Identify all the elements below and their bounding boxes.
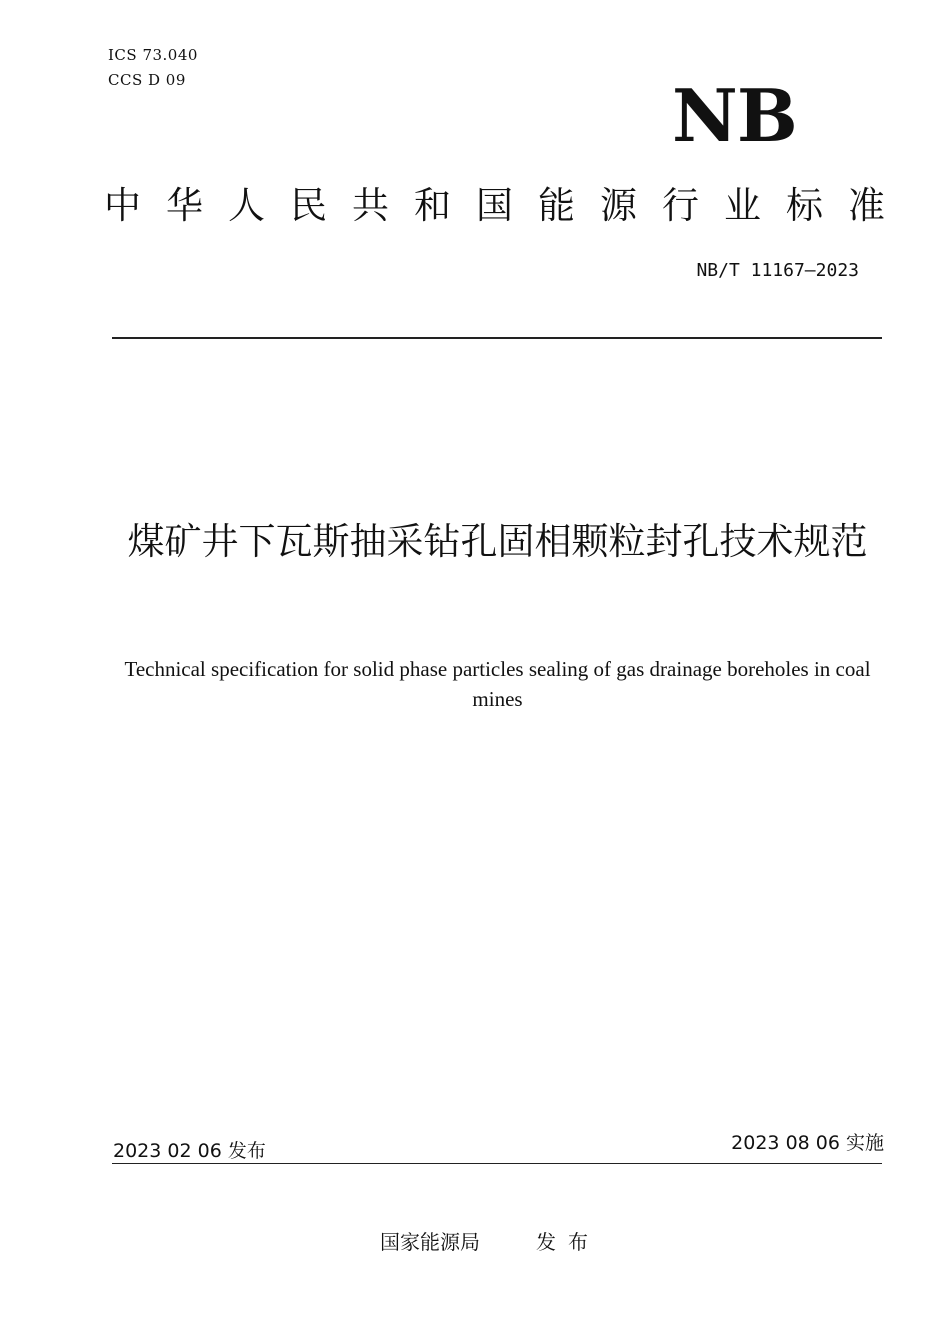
nb-logo: NB — [672, 73, 797, 158]
standard-number: NB/T 11167—2023 — [696, 260, 859, 281]
document-title-english: Technical specification for solid phase particles sealing of gas drainage boreholes in coal mines — [124, 657, 871, 711]
implementation-date: 2023 08 06 实施 — [731, 1132, 884, 1154]
publish-label: 发布 — [536, 1230, 600, 1254]
publisher-name: 国家能源局 — [380, 1230, 480, 1254]
ccs-code: CCS D 09 — [108, 71, 186, 89]
document-title-chinese: 煤矿井下瓦斯抽采钻孔固相颗粒封孔技术规范 — [127, 520, 868, 563]
issue-date: 2023 02 06 发布 — [113, 1140, 266, 1162]
standard-type-heading: 中华人民共和国能源行业标准 — [104, 184, 910, 227]
header-divider — [112, 337, 882, 339]
footer-divider — [112, 1163, 882, 1164]
ics-code: ICS 73.040 — [108, 46, 198, 64]
